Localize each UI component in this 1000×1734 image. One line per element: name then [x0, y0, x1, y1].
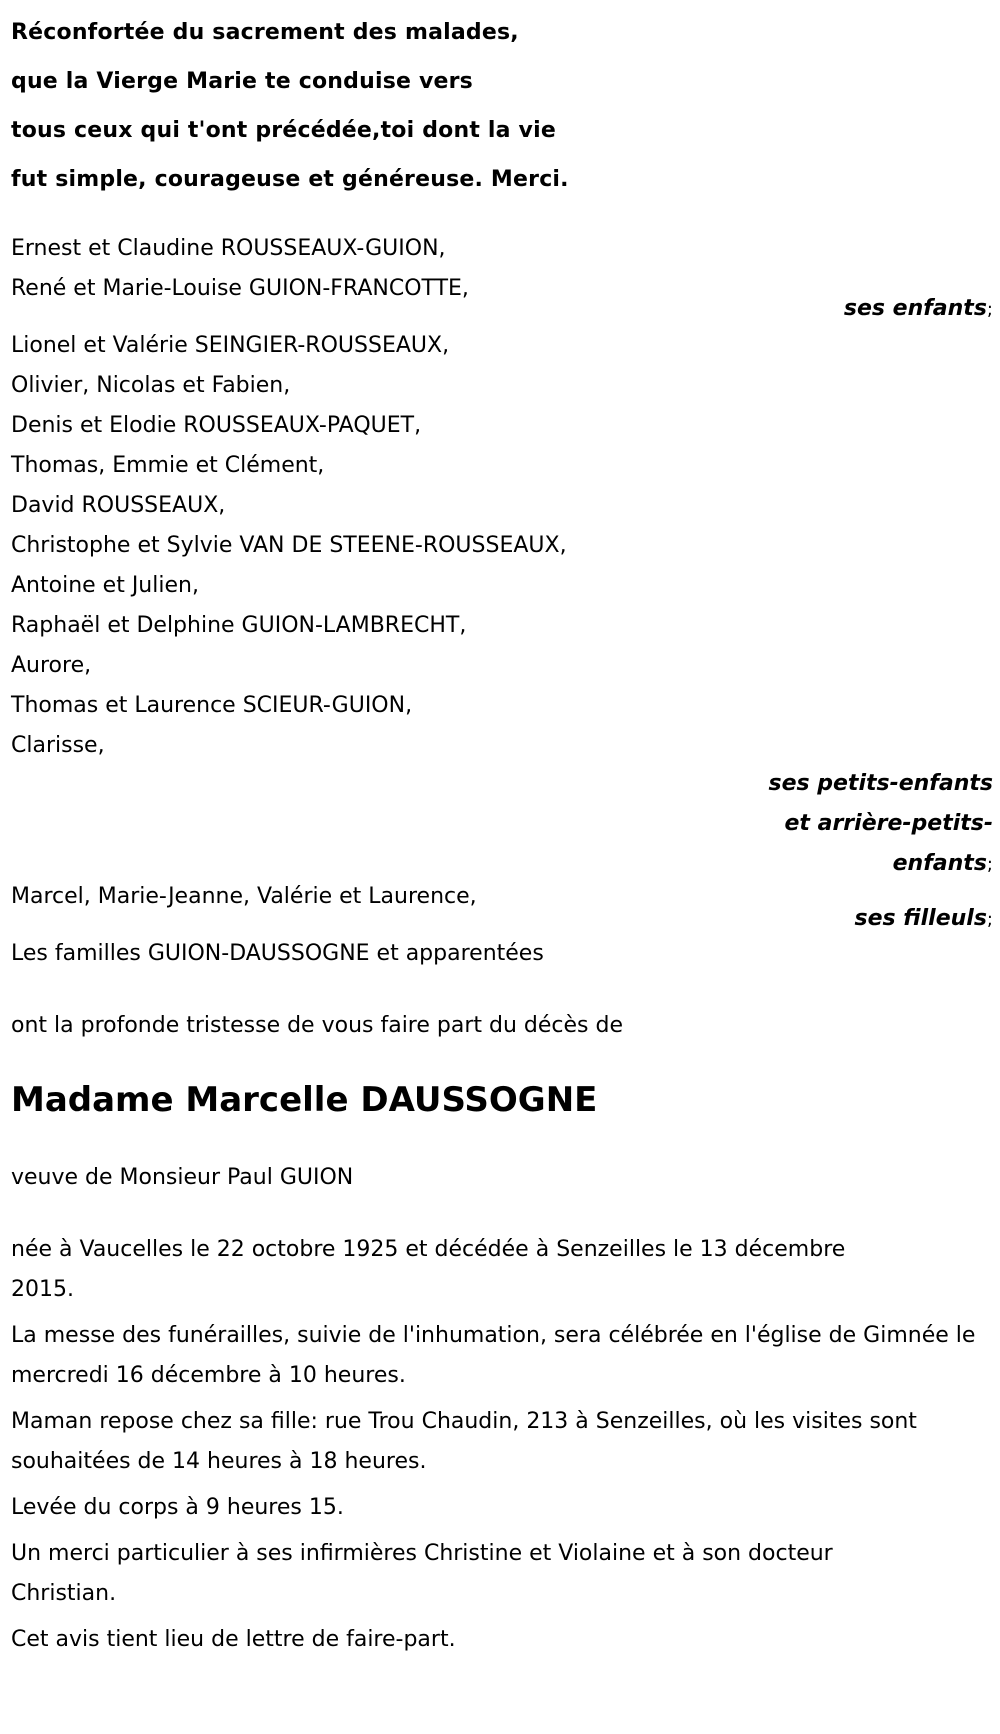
grandchild-name: Thomas et Laurence SCIEUR-GUION, [11, 693, 413, 718]
poem-line: Réconfortée du sacrement des malades, [11, 20, 519, 45]
grandchild-name: Olivier, Nicolas et Fabien, [11, 373, 291, 398]
widow-of-line: veuve de Monsieur Paul GUION [11, 1165, 354, 1190]
grandchild-name: Denis et Elodie ROUSSEAUX-PAQUET, [11, 413, 422, 438]
visitation-paragraph: Maman repose chez sa fille: rue Trou Chaudin, 213 à Senzeilles, où les visites sont souhaitées de 14 heures à 18 heures. [11, 1409, 917, 1474]
obituary-notice [11, 0, 995, 1660]
role-punct: ; [986, 854, 993, 875]
grandchild-name: Thomas, Emmie et Clément, [11, 453, 325, 478]
role-text: ses petits-enfants [768, 771, 993, 796]
removal-paragraph: Levée du corps à 9 heures 15. [11, 1495, 344, 1520]
poem-line: tous ceux qui t'ont précédée,toi dont la vie [11, 118, 556, 143]
role-text: et arrière-petits- [784, 811, 993, 836]
child-name: Ernest et Claudine ROUSSEAUX-GUION, [11, 236, 446, 261]
godchild-name: Marcel, Marie-Jeanne, Valérie et Laurence, [11, 884, 477, 909]
deceased-name: Madame Marcelle DAUSSOGNE [11, 1080, 598, 1120]
poem-line: fut simple, courageuse et généreuse. Merci. [11, 167, 569, 192]
opening-poem [11, 0, 995, 204]
families-line: Les familles GUION-DAUSSOGNE et apparentées [11, 941, 544, 966]
children-group [11, 229, 995, 330]
grandchild-name: Christophe et Sylvie VAN DE STEENE-ROUSSEAUX, [11, 533, 567, 558]
funeral-paragraph: La messe des funérailles, suivie de l'inhumation, sera célébrée en l'église de Gimnée le mercredi 16 décembre à 10 heures. [11, 1323, 976, 1388]
godchildren-group [11, 877, 995, 940]
announcement-line: ont la profonde tristesse de vous faire part du décès de [11, 1013, 623, 1038]
grandchild-name: Lionel et Valérie SEINGIER-ROUSSEAUX, [11, 333, 450, 358]
child-name: René et Marie-Louise GUION-FRANCOTTE, [11, 276, 469, 301]
grandchildren-group [11, 326, 995, 885]
notice-paragraph: Cet avis tient lieu de lettre de faire-part. [11, 1627, 456, 1652]
role-text: enfants [892, 851, 987, 876]
grandchild-name: Aurore, [11, 653, 92, 678]
role-text: ses filleuls [854, 906, 987, 931]
grandchildren-role-label [11, 764, 995, 885]
thanks-paragraph: Un merci particulier à ses infirmières Christine et Violaine et à son docteur Christian. [11, 1541, 833, 1606]
grandchild-name: Antoine et Julien, [11, 573, 199, 598]
role-punct: ; [986, 909, 993, 930]
poem-line: que la Vierge Marie te conduise vers [11, 69, 473, 94]
birth-death-paragraph: née à Vaucelles le 22 octobre 1925 et décédée à Senzeilles le 13 décembre 2015. [11, 1237, 846, 1302]
grandchild-name: Raphaël et Delphine GUION-LAMBRECHT, [11, 613, 467, 638]
grandchild-name: Clarisse, [11, 733, 105, 758]
role-text: ses enfants [843, 296, 987, 321]
role-punct: ; [986, 299, 993, 320]
grandchild-name: David ROUSSEAUX, [11, 493, 226, 518]
